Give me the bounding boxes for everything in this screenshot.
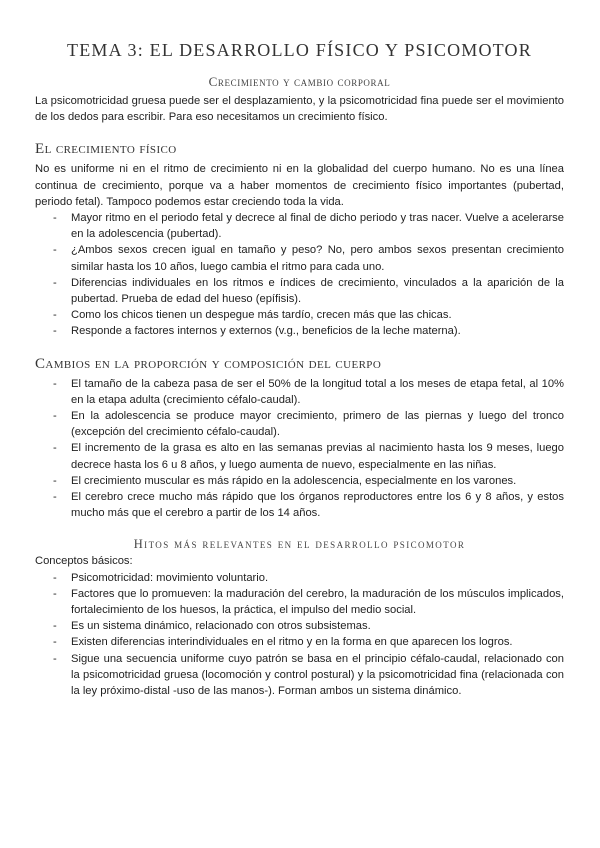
section-heading-crecimiento-cambio: Crecimiento y cambio corporal [208,74,391,89]
section1-intro: La psicomotricidad gruesa puede ser el desplazamiento, y la psicomotricidad fina puede ser el movimiento de los dedos para escribir. Para eso necesitamos un crecimiento físico. [35,95,564,124]
section2-intro: No es uniforme ni en el ritmo de crecimiento ni en la globalidad del cuerpo humano. No es una línea continua de crecimiento, porque va a haber momentos de crecimiento físico importantes (pubertad, periodo fetal). Tampoco podemos estar creciendo toda la vida. [35,163,564,208]
list-item: - Diferencias individuales en los ritmos e índices de crecimiento, vinculados a la aparición de la pubertad. Prueba de edad del hueso (epífisis). [35,275,564,307]
list-item: - Sigue una secuencia uniforme cuyo patrón se basa en el principio céfalo-caudal, relacionado con la psicomotricidad gruesa (locomoción y control postural) y la psicomotricidad fina (relacionada con la ley próximo-distal -uso de las manos-). Forman ambos un sistema dinámico. [35,651,564,700]
section4-intro: Conceptos básicos: [35,555,133,568]
list-item: - Responde a factores internos y externos (v.g., beneficios de la leche materna). [35,323,564,339]
section2-list [35,210,564,340]
list-item: - Psicomotricidad: movimiento voluntario. [35,570,564,586]
section-heading-cambios-proporcion: Cambios en la proporción y composición del cuerpo [35,355,382,372]
list-item: - Existen diferencias interindividuales en el ritmo y en la forma en que aparecen los logros. [35,634,564,650]
list-item: - El crecimiento muscular es más rápido en la adolescencia, especialmente en los varones. [35,473,564,489]
list-item: - ¿Ambos sexos crecen igual en tamaño y peso? No, pero ambos sexos presentan crecimiento similar hasta los 10 años, luego cambia el ritmo para cada uno. [35,242,564,274]
list-item: - El tamaño de la cabeza pasa de ser el 50% de la longitud total a los meses de etapa fetal, al 10% en la etapa adulta (crecimiento céfalo-caudal). [35,376,564,408]
section-heading-hitos: Hitos más relevantes en el desarrollo psicomotor [133,537,466,552]
page-title: TEMA 3: EL DESARROLLO FÍSICO Y PSICOMOTOR [67,40,532,60]
section-heading-crecimiento-fisico: El crecimiento físico [35,141,177,158]
list-item: - El incremento de la grasa es alto en las semanas previas al nacimiento hasta los 9 meses, luego decrece hasta los 6 u 8 años, y luego aumenta de nuevo, especialmente en las niñas. [35,440,564,472]
list-item: - Mayor ritmo en el periodo fetal y decrece al final de dicho periodo y tras nacer. Vuelve a acelerarse en la adolescencia (pubertad). [35,210,564,242]
list-item: - El cerebro crece mucho más rápido que los órganos reproductores entre los 6 y 8 años, y estos mucho más que el cerebro a partir de los 14 años. [35,489,564,521]
list-item: - Factores que lo promueven: la maduración del cerebro, la maduración de los músculos implicados, fortalecimiento de los huesos, la práctica, el impulso del medio social. [35,586,564,618]
section4-list [35,570,564,700]
list-item: - Es un sistema dinámico, relacionado con otros subsistemas. [35,618,564,634]
section3-list [35,376,564,522]
list-item: - En la adolescencia se produce mayor crecimiento, primero de las piernas y luego del tronco (excepción del crecimiento céfalo-caudal). [35,408,564,440]
list-item: - Como los chicos tienen un despegue más tardío, crecen más que las chicas. [35,307,564,323]
